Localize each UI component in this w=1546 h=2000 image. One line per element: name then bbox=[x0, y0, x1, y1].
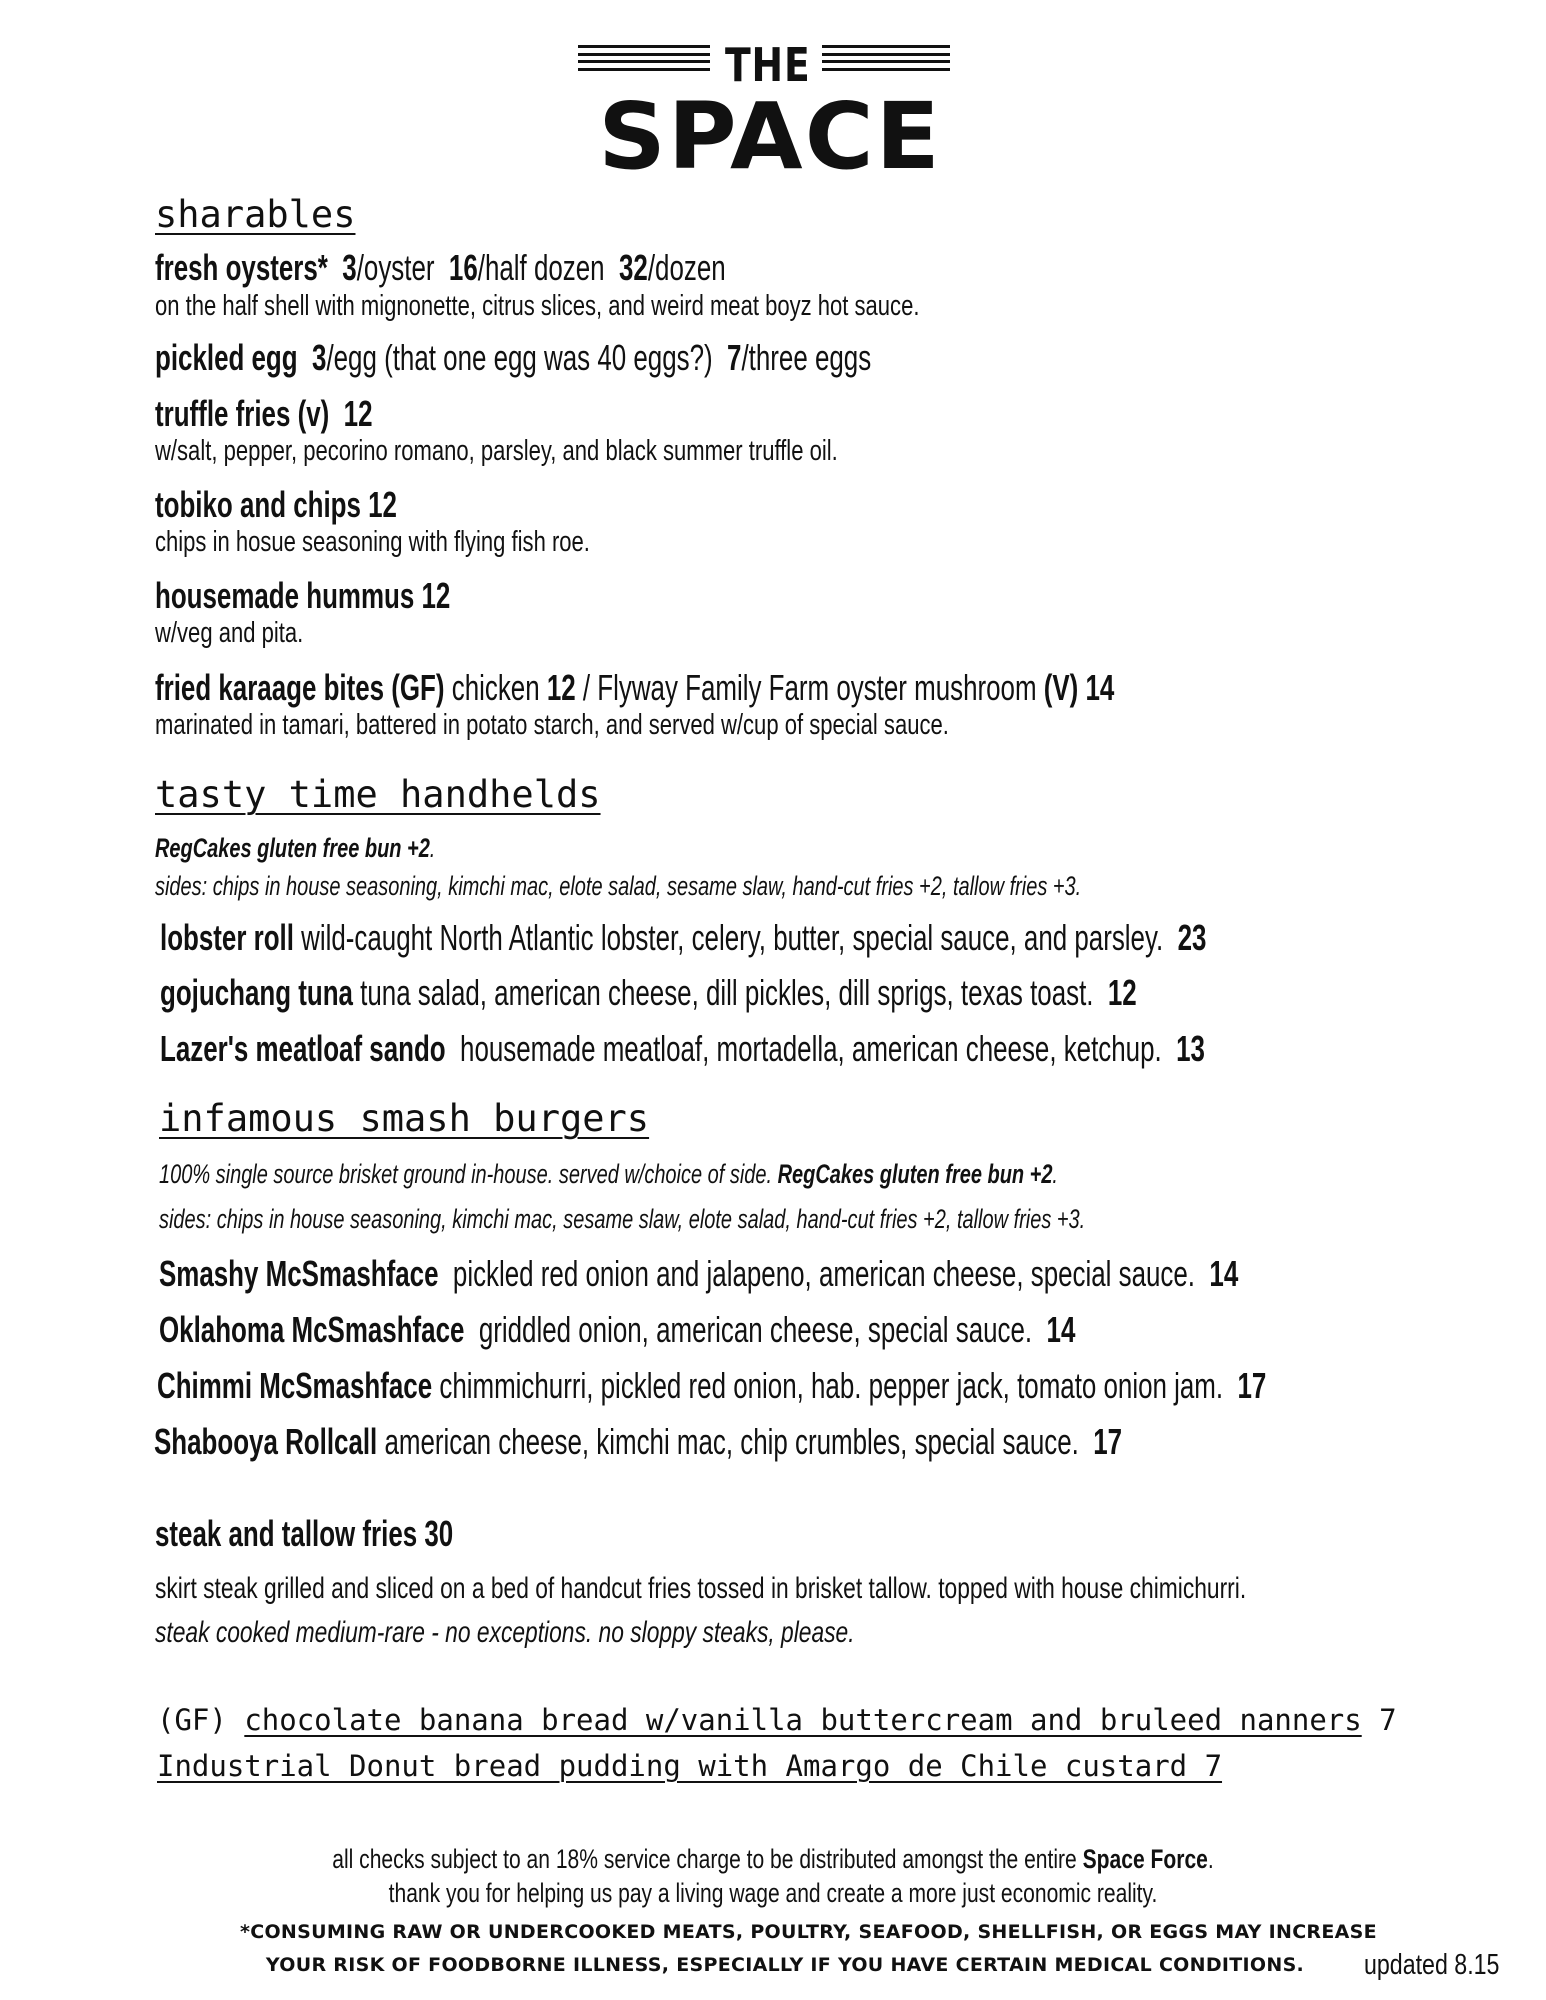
bun-note-end: . bbox=[429, 833, 436, 863]
item-description: griddled onion, american cheese, special sauce. bbox=[478, 1309, 1033, 1350]
item-description: housemade meatloaf, mortadella, american cheese, ketchup. bbox=[460, 1028, 1162, 1069]
item-name: pickled egg bbox=[155, 337, 298, 378]
item-name: Lazer's meatloaf sando bbox=[160, 1028, 446, 1069]
item-description: chips in hosue seasoning with flying fish roe. bbox=[155, 526, 590, 558]
dessert-prefix: (GF) bbox=[157, 1703, 245, 1737]
footer-service-charge bbox=[170, 1842, 1376, 1876]
item-pickled-egg bbox=[155, 337, 871, 379]
dessert-bread-pudding bbox=[157, 1746, 1222, 1786]
beef-note: 100% single source brisket ground in-house. served w/choice of side. bbox=[159, 1159, 773, 1189]
price-unit: /oyster bbox=[356, 247, 435, 288]
item-description: marinated in tamari, battered in potato starch, and served w/cup of special sauce. bbox=[155, 709, 949, 741]
item-chimmi-mcsmashface bbox=[157, 1365, 1266, 1407]
item-price: 3 bbox=[312, 337, 327, 378]
updated-date: updated 8.15 bbox=[1364, 1949, 1500, 1981]
logo-lines-left bbox=[578, 45, 710, 71]
section-note-bun bbox=[155, 831, 435, 865]
space-force-text: Space Force bbox=[1082, 1844, 1208, 1874]
item-smashy-mcsmashface bbox=[159, 1253, 1238, 1295]
item-fried-karaage-bites bbox=[155, 667, 1114, 709]
item-tobiko-and-chips: tobiko and chips 12 bbox=[155, 484, 397, 525]
price-unit: /three eggs bbox=[741, 337, 872, 378]
item-name: fresh oysters* bbox=[155, 247, 328, 288]
item-option: / Flyway Family Farm oyster mushroom bbox=[582, 667, 1037, 708]
item-name: Smashy McSmashface bbox=[159, 1253, 439, 1294]
item-price: 12 bbox=[343, 393, 373, 434]
item-truffle-fries bbox=[155, 393, 373, 435]
item-price: 14 bbox=[1209, 1253, 1239, 1294]
section-note-sides: sides: chips in house seasoning, kimchi mac, sesame slaw, elote salad, hand-cut fries +2, tallow fries +3. bbox=[159, 1204, 1086, 1234]
item-price: 23 bbox=[1177, 917, 1207, 958]
item-name: fried karaage bites (GF) bbox=[155, 667, 445, 708]
price-unit: /egg (that one egg was 40 eggs?) bbox=[326, 337, 713, 378]
item-description: wild-caught North Atlantic lobster, celery, butter, special sauce, and parsley. bbox=[301, 917, 1164, 958]
bun-note-end: . bbox=[1052, 1159, 1058, 1189]
item-name: gojuchang tuna bbox=[160, 972, 353, 1013]
item-price: 13 bbox=[1176, 1028, 1205, 1069]
item-price: 16 bbox=[448, 247, 478, 288]
item-description: w/salt, pepper, pecorino romano, parsley, and black summer truffle oil. bbox=[155, 435, 838, 467]
dessert-name: chocolate banana bread w/vanilla buttercream and bruleed nanners bbox=[244, 1703, 1362, 1737]
item-steak-and-tallow-fries: steak and tallow fries 30 bbox=[155, 1513, 454, 1554]
item-description: pickled red onion and jalapeno, american cheese, special sauce. bbox=[452, 1253, 1196, 1294]
item-lobster-roll bbox=[160, 917, 1206, 959]
bun-note: RegCakes gluten free bun +2 bbox=[777, 1159, 1053, 1189]
item-price: 7 bbox=[727, 337, 742, 378]
logo-the: THE bbox=[725, 38, 811, 92]
service-charge-end: . bbox=[1207, 1844, 1214, 1874]
item-price: 12 bbox=[1107, 972, 1137, 1013]
dessert-price: 7 bbox=[1361, 1703, 1397, 1737]
item-description: chimmichurri, pickled red onion, hab. pepper jack, tomato onion jam. bbox=[439, 1365, 1224, 1406]
item-meatloaf-sando bbox=[160, 1028, 1205, 1070]
item-housemade-hummus: housemade hummus 12 bbox=[155, 575, 451, 616]
item-name: lobster roll bbox=[160, 917, 294, 958]
item-price: 32 bbox=[618, 247, 648, 288]
dessert-name: Industrial Donut bread pudding with Amargo de Chile custard 7 bbox=[157, 1749, 1223, 1783]
section-note-beef bbox=[159, 1157, 1058, 1191]
item-name: truffle fries (v) bbox=[155, 393, 330, 434]
item-price: 17 bbox=[1237, 1365, 1267, 1406]
section-title-sharables: sharables bbox=[155, 193, 356, 236]
warning-line-2: YOUR RISK OF FOODBORNE ILLNESS, ESPECIALLY IF YOU HAVE CERTAIN MEDICAL CONDITIONS. bbox=[265, 1954, 1305, 1976]
item-price: 17 bbox=[1093, 1421, 1123, 1462]
item-gojuchang-tuna bbox=[160, 972, 1137, 1014]
item-description: skirt steak grilled and sliced on a bed of handcut fries tossed in brisket tallow. topped with house chimichurri. bbox=[155, 1572, 1247, 1605]
dessert-banana-bread bbox=[157, 1700, 1397, 1740]
item-description: american cheese, kimchi mac, chip crumbles, special sauce. bbox=[384, 1421, 1079, 1462]
item-price: 12 bbox=[546, 667, 576, 708]
item-description: w/veg and pita. bbox=[155, 617, 304, 649]
item-description: on the half shell with mignonette, citrus slices, and weird meat boyz hot sauce. bbox=[155, 290, 920, 322]
service-charge-text: all checks subject to an 18% service charge to be distributed amongst the entire bbox=[332, 1844, 1083, 1874]
section-title-burgers: infamous smash burgers bbox=[159, 1097, 650, 1140]
price-unit: /half dozen bbox=[477, 247, 605, 288]
item-name: Oklahoma McSmashface bbox=[159, 1309, 465, 1350]
item-option: chicken bbox=[451, 667, 540, 708]
section-title-handhelds: tasty time handhelds bbox=[155, 773, 601, 816]
item-name: Shabooya Rollcall bbox=[154, 1421, 378, 1462]
section-note-sides: sides: chips in house seasoning, kimchi mac, elote salad, sesame slaw, hand-cut fries +2, tallow fries +3. bbox=[155, 871, 1082, 901]
warning-line-1: *CONSUMING RAW OR UNDERCOOKED MEATS, POULTRY, SEAFOOD, SHELLFISH, OR EGGS MAY INCREASE bbox=[240, 1921, 1377, 1943]
steak-note: steak cooked medium-rare - no exceptions. no sloppy steaks, please. bbox=[155, 1616, 855, 1649]
item-price: 14 bbox=[1046, 1309, 1076, 1350]
item-oklahoma-mcsmashface bbox=[159, 1309, 1075, 1351]
price-unit: /dozen bbox=[647, 247, 726, 288]
item-description: tuna salad, american cheese, dill pickles, dill sprigs, texas toast. bbox=[360, 972, 1094, 1013]
bun-note: RegCakes gluten free bun +2 bbox=[155, 833, 430, 863]
item-tag-price: (V) 14 bbox=[1043, 667, 1115, 708]
item-price: 3 bbox=[342, 247, 357, 288]
logo-lines-right bbox=[822, 45, 950, 71]
item-fresh-oysters bbox=[155, 247, 726, 289]
logo-space: SPACE bbox=[598, 83, 942, 190]
item-shabooya-rollcall bbox=[154, 1421, 1122, 1463]
item-name: Chimmi McSmashface bbox=[157, 1365, 433, 1406]
footer-living-wage: thank you for helping us pay a living wage and create a more just economic reality. bbox=[388, 1878, 1158, 1908]
